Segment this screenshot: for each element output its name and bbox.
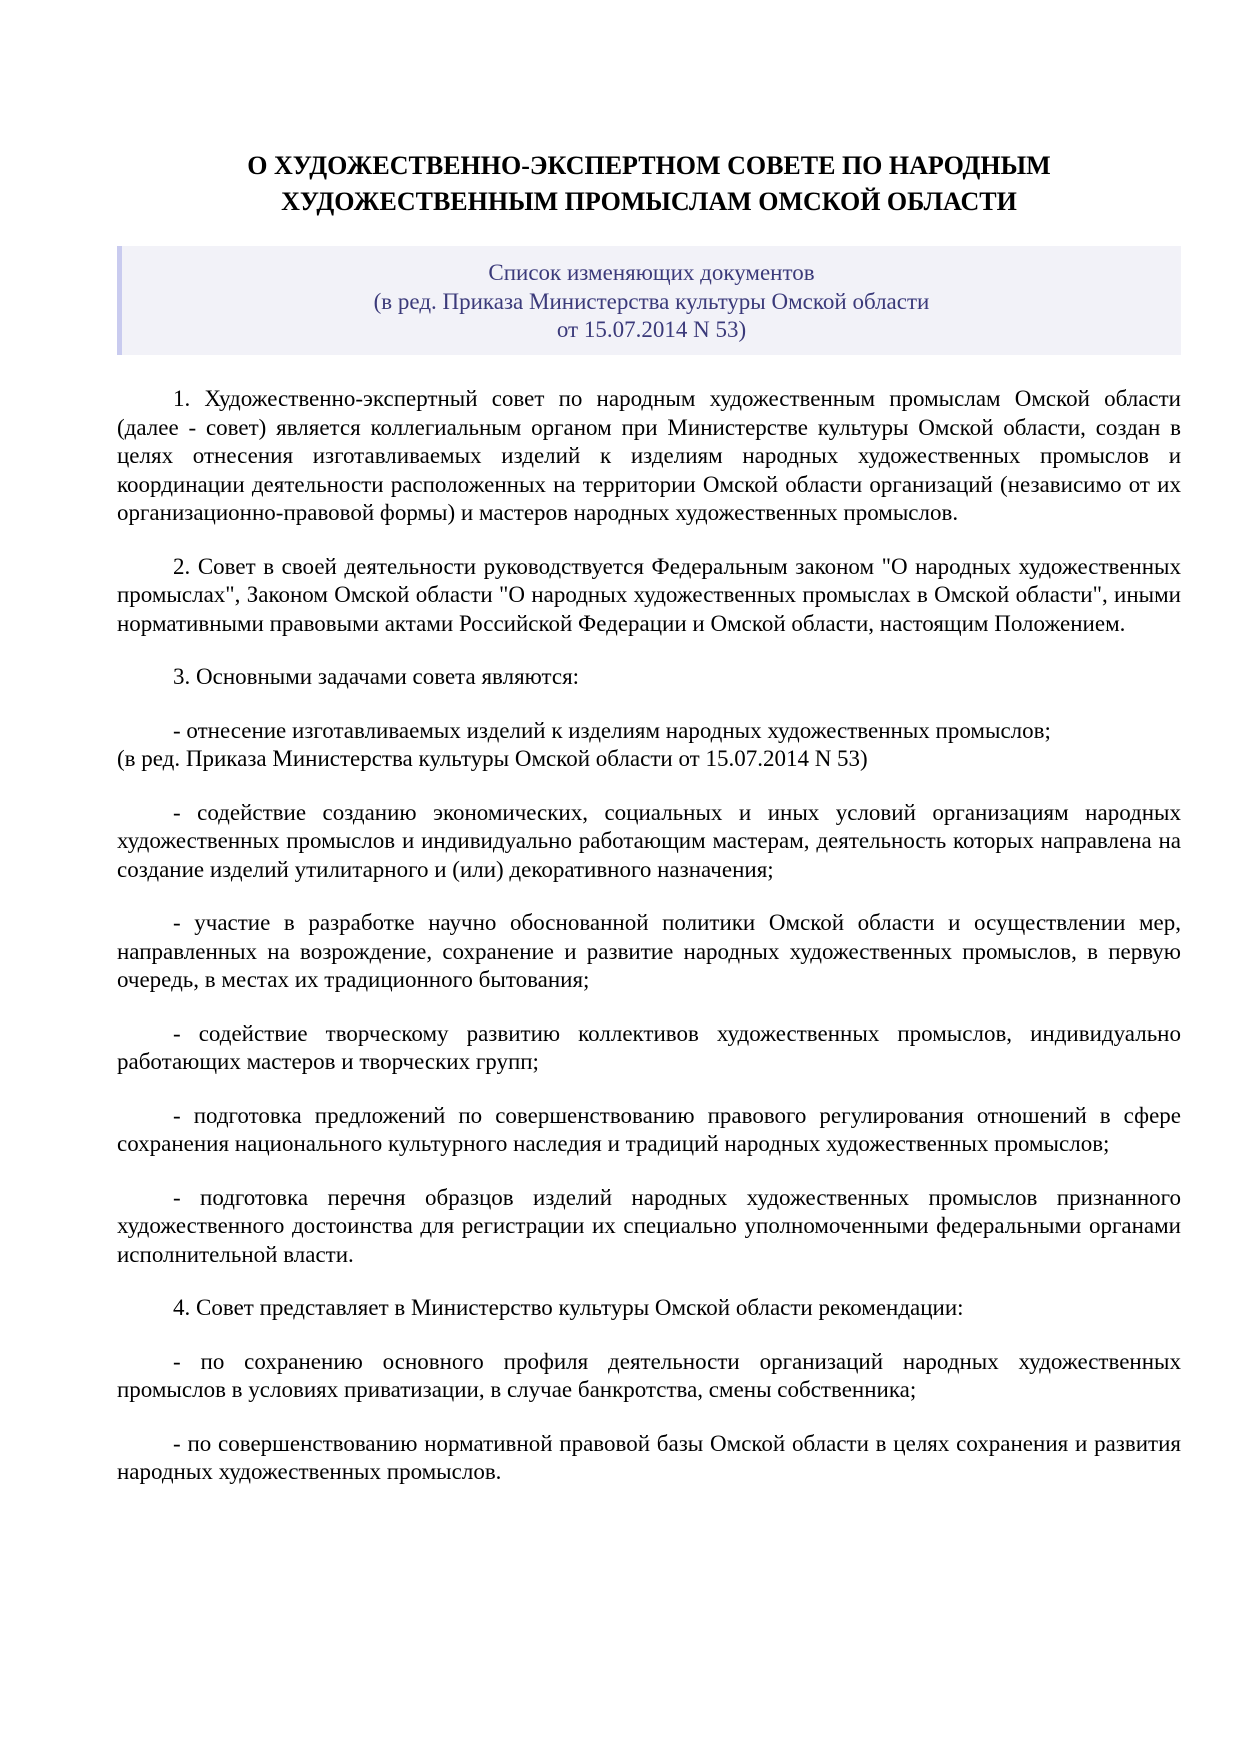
- list-item: - участие в разработке научно обоснованной политики Омской области и осуществлении мер, направленных на возрождение, сохранение и развитие народных художественных промыслов, в первую очередь, в местах их традиционного бытования;: [117, 910, 1181, 992]
- changes-heading: Список изменяющих документов: [488, 260, 815, 285]
- changes-box: [117, 246, 1181, 355]
- list-item: - содействие созданию экономических, социальных и иных условий организациям народных художественных промыслов и индивидуально работающим мастерам, деятельность которых направлена на создание изделий утилитарного и (или) декоративного назначения;: [117, 799, 1181, 882]
- title-line: ХУДОЖЕСТВЕННЫМ ПРОМЫСЛАМ ОМСКОЙ ОБЛАСТИ: [281, 187, 1017, 216]
- list-item: - содействие творческому развитию коллективов художественных промыслов, индивидуально работающих мастеров и творческих групп;: [117, 1020, 1181, 1074]
- changes-line: от 15.07.2014 N 53): [556, 317, 747, 342]
- revision-note: (в ред. Приказа Министерства культуры Омской области от 15.07.2014 N 53): [117, 746, 868, 771]
- paragraph-3: 3. Основными задачами совета являются:: [173, 664, 580, 689]
- changes-line: (в ред. Приказа Министерства культуры Омской области: [373, 288, 930, 314]
- paragraph-1: 1. Художественно-экспертный совет по народным художественным промыслам Омской области (далее - совет) является коллегиальным органом при Министерстве культуры Омской области, создан в целях отнесения изготавливаемых изделий к изделиям народных художественных промыслов и координации деятельности расположенных на территории Омской области организаций (независимо от их организационно-правовой формы) и мастеров народных художественных промыслов.: [117, 386, 1181, 525]
- paragraph-4: 4. Совет представляет в Министерство культуры Омской области рекомендации:: [173, 1295, 964, 1320]
- document-body: [117, 385, 1181, 1512]
- paragraph-2: 2. Совет в своей деятельности руководствуется Федеральным законом "О народных художественных промыслах", Законом Омской области "О народных художественных промыслах в Омской области", иными нормативными правовыми актами Российской Федерации и Омской области, настоящим Положением.: [117, 553, 1181, 636]
- list-item: - отнесение изготавливаемых изделий к изделиям народных художественных промыслов;: [173, 717, 1051, 743]
- document-title: [117, 148, 1181, 220]
- list-item: - по совершенствованию нормативной правовой базы Омской области в целях сохранения и развития народных художественных промыслов.: [117, 1430, 1181, 1484]
- list-item: - по сохранению основного профиля деятельности организаций народных художественных промыслов в условиях приватизации, в случае банкротства, смены собственника;: [117, 1348, 1181, 1402]
- title-line: О ХУДОЖЕСТВЕННО-ЭКСПЕРТНОМ СОВЕТЕ ПО НАРОДНЫМ: [247, 151, 1051, 180]
- list-item: - подготовка перечня образцов изделий народных художественных промыслов признанного художественного достоинства для регистрации их специально уполномоченными федеральными органами исполнительной власти.: [117, 1184, 1181, 1267]
- list-item: - подготовка предложений по совершенствованию правового регулирования отношений в сфере сохранения национального культурного наследия и традиций народных художественных промыслов;: [117, 1102, 1181, 1156]
